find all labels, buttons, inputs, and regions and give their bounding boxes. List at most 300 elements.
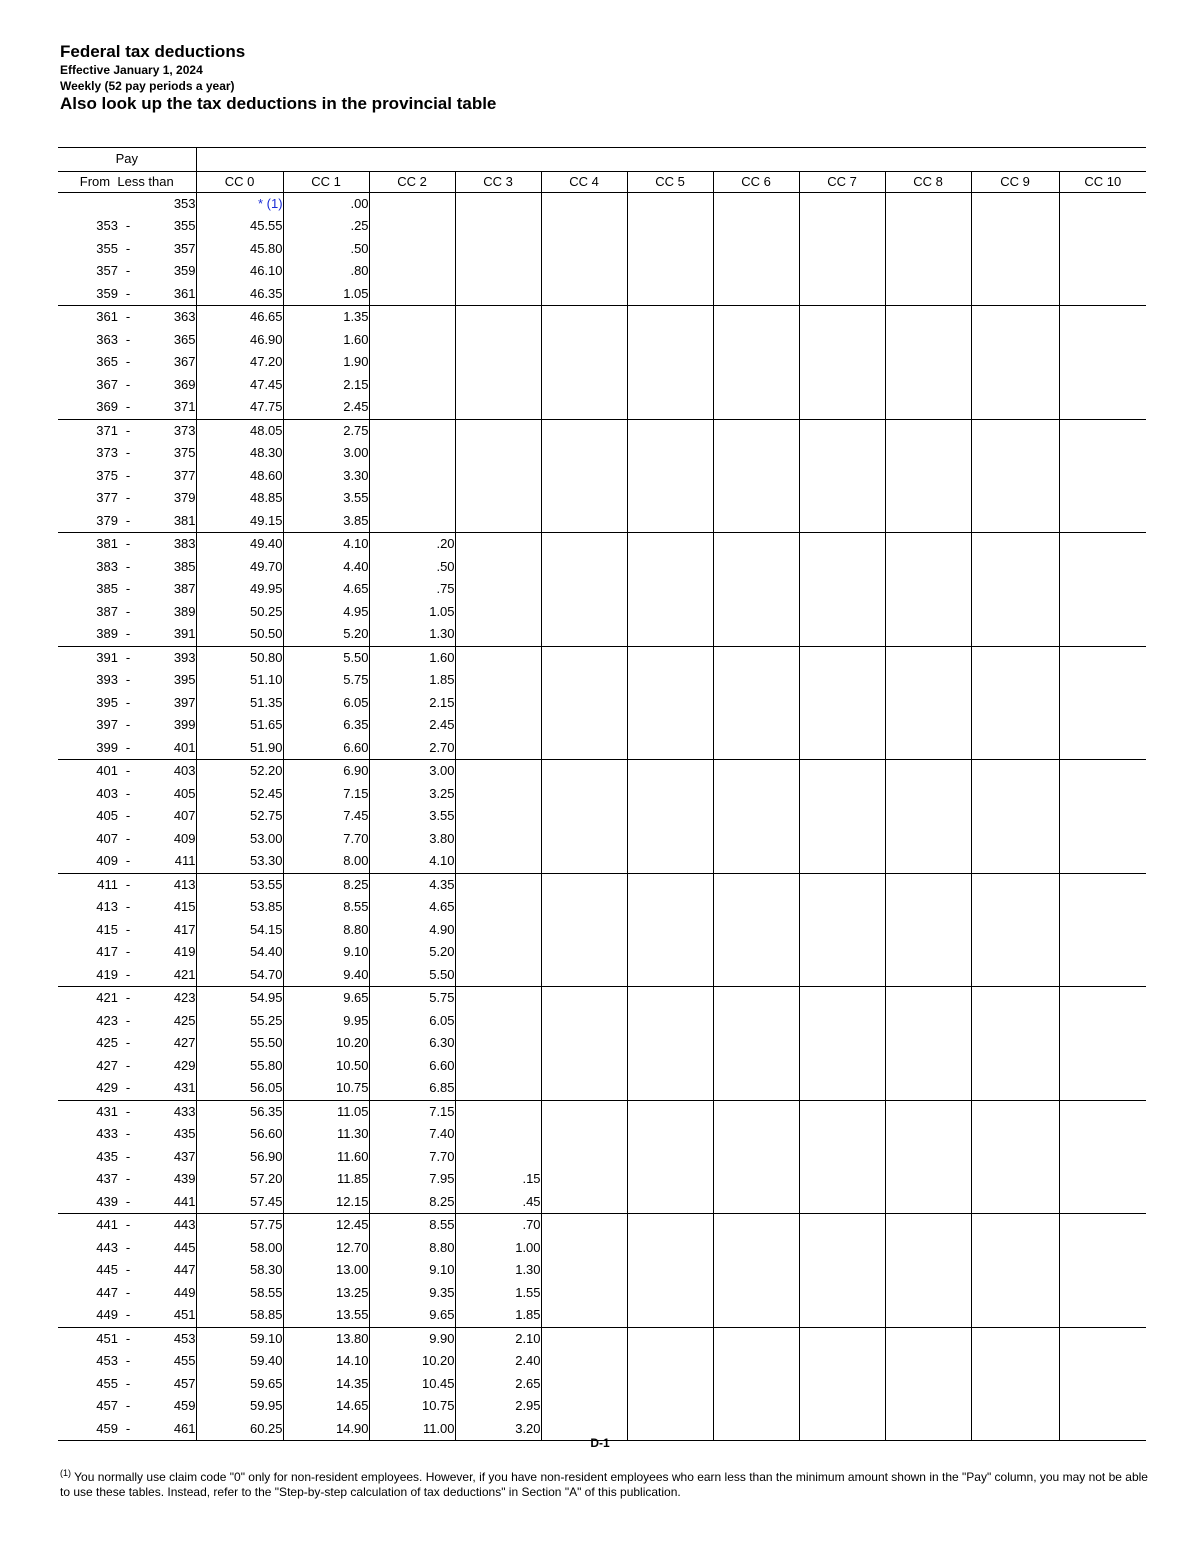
cc-7-value [799, 987, 885, 1010]
cc-7-value [799, 1282, 885, 1305]
cc-5-value [627, 1214, 713, 1237]
cc-2-value: 7.40 [369, 1123, 455, 1146]
pay-range-dash: - [125, 1284, 131, 1300]
pay-from: 447 [96, 1284, 118, 1300]
cc-6-value [713, 1032, 799, 1055]
pay-less-than: 445 [173, 1239, 196, 1255]
footnote-marker: (1) [60, 1468, 71, 1478]
table-row [58, 646, 1146, 669]
cc-5-value [627, 783, 713, 806]
cc-1-value: 1.60 [283, 329, 369, 352]
cc-7-value [799, 873, 885, 896]
cc-6-value [713, 601, 799, 624]
cc-4-value [541, 442, 627, 465]
pay-from: 355 [96, 240, 118, 256]
cc-4-value [541, 623, 627, 646]
cc-4-value [541, 828, 627, 851]
cc-3-value [455, 964, 541, 987]
pay-range-dash: - [118, 623, 138, 646]
cc-6-value [713, 850, 799, 873]
cc-5-value [627, 1055, 713, 1078]
cc-6-value [713, 1168, 799, 1191]
cc-5-value [627, 510, 713, 533]
cc-0-value: 47.75 [196, 396, 283, 419]
pay-from: 371 [96, 422, 118, 438]
cc-8-value [885, 487, 971, 510]
cc-7-value [799, 578, 885, 601]
pay-range-dash: - [125, 944, 131, 960]
cc-1-value: 3.55 [283, 487, 369, 510]
cc-5-value [627, 306, 713, 329]
cc-6-value [713, 1123, 799, 1146]
pay-from: 365 [96, 354, 118, 370]
cc-header: CC 9 [971, 171, 1059, 192]
cc-5-value [627, 919, 713, 942]
pay-less-than: 425 [173, 1012, 196, 1028]
cc-0-value: 52.20 [196, 760, 283, 783]
pay-from: 427 [96, 1057, 118, 1073]
cc-3-value: 1.85 [455, 1304, 541, 1327]
cc-10-value [1059, 1304, 1146, 1327]
cc-9-value [971, 1259, 1059, 1282]
cc-10-value [1059, 329, 1146, 352]
cc-6-value [713, 1304, 799, 1327]
pay-range-dash: - [125, 1262, 131, 1278]
pay-from: 399 [58, 737, 118, 760]
cc-9-value [971, 1168, 1059, 1191]
cc-8-value [885, 1237, 971, 1260]
cc-7-value [799, 510, 885, 533]
pay-from: 375 [96, 467, 118, 483]
cc-10-value [1059, 828, 1146, 851]
cc-3-value [455, 737, 541, 760]
cc-9-value [971, 1350, 1059, 1373]
cc-4-value [541, 1100, 627, 1123]
cc-3-value [455, 760, 541, 783]
cc-7-value [799, 419, 885, 442]
pay-less-than: 457 [173, 1375, 196, 1391]
cc-10-value [1059, 1055, 1146, 1078]
pay-from: 441 [96, 1217, 118, 1233]
cc-6-value [713, 442, 799, 465]
cc-4-value [541, 1191, 627, 1214]
cc-6-value [713, 374, 799, 397]
table-row [58, 1259, 1146, 1282]
cc-10-value [1059, 805, 1146, 828]
table-row [58, 1214, 1146, 1237]
pay-from: 401 [96, 763, 118, 779]
cc-3-value [455, 374, 541, 397]
cc-7-value [799, 964, 885, 987]
pay-from: 369 [58, 396, 118, 419]
cc-2-value: 7.95 [369, 1168, 455, 1191]
cc-3-value [455, 192, 541, 215]
table-row [58, 442, 1146, 465]
pay-from: 439 [58, 1191, 118, 1214]
cc-7-value [799, 1168, 885, 1191]
pay-less-than: 355 [173, 218, 196, 234]
cc-8-value [885, 1077, 971, 1100]
cc-5-value [627, 1077, 713, 1100]
pay-from: 419 [58, 964, 118, 987]
pay-less-than: 439 [173, 1171, 196, 1187]
pay-less-than: 453 [173, 1330, 196, 1346]
pay-range-dash: - [125, 331, 131, 347]
cc-9-value [971, 1373, 1059, 1396]
cc-9-value [971, 805, 1059, 828]
cc-10-value [1059, 1395, 1146, 1418]
cc-2-value [369, 215, 455, 238]
cc-6-value [713, 533, 799, 556]
cc-0-value: 50.50 [196, 623, 283, 646]
cc-3-value [455, 1010, 541, 1033]
cc-5-value [627, 1259, 713, 1282]
cc-0-value: 56.90 [196, 1146, 283, 1169]
cc-10-value [1059, 1282, 1146, 1305]
cc-10-value [1059, 896, 1146, 919]
cc-8-value [885, 783, 971, 806]
cc-10-value [1059, 260, 1146, 283]
pay-less-than: 381 [138, 510, 196, 533]
cc-2-value [369, 260, 455, 283]
cc-5-value [627, 964, 713, 987]
table-row [58, 919, 1146, 942]
pay-range-dash: - [125, 603, 131, 619]
cc-1-value: 8.80 [283, 919, 369, 942]
cc-10-value [1059, 1350, 1146, 1373]
cc-3-value [455, 669, 541, 692]
cc-10-value [1059, 306, 1146, 329]
cc-0-value: 53.30 [196, 850, 283, 873]
cc-5-value [627, 760, 713, 783]
cc-3-value [455, 465, 541, 488]
cc-2-value: 4.90 [369, 919, 455, 942]
cc-10-value [1059, 873, 1146, 896]
cc-10-value [1059, 714, 1146, 737]
cc-1-value: .25 [283, 215, 369, 238]
cc-9-value [971, 260, 1059, 283]
cc-9-value [971, 238, 1059, 261]
cc-0-value: 56.35 [196, 1100, 283, 1123]
cc-0-value: 49.95 [196, 578, 283, 601]
cc-3-value [455, 941, 541, 964]
cc-0-value: * (1) [196, 192, 283, 215]
table-row [58, 805, 1146, 828]
cc-1-value: 7.45 [283, 805, 369, 828]
cc-2-value [369, 192, 455, 215]
cc-10-value [1059, 351, 1146, 374]
pay-from: 363 [96, 331, 118, 347]
cc-3-value [455, 283, 541, 306]
cc-5-value [627, 329, 713, 352]
cc-10-value [1059, 238, 1146, 261]
cc-1-value: 2.45 [283, 396, 369, 419]
cc-5-value [627, 623, 713, 646]
cc-1-value: 7.70 [283, 828, 369, 851]
cc-0-value: 45.55 [196, 215, 283, 238]
table-row [58, 260, 1146, 283]
cc-1-value: 2.75 [283, 419, 369, 442]
cc-9-value [971, 896, 1059, 919]
pay-less-than: 389 [173, 603, 196, 619]
cc-2-value: 3.00 [369, 760, 455, 783]
cc-9-value [971, 1010, 1059, 1033]
cc-7-value [799, 623, 885, 646]
cc-0-value: 57.45 [196, 1191, 283, 1214]
cc-4-value [541, 556, 627, 579]
table-row [58, 1327, 1146, 1350]
cc-1-value: 10.75 [283, 1077, 369, 1100]
cc-9-value [971, 1327, 1059, 1350]
cc-2-value [369, 419, 455, 442]
pay-less-than: 417 [173, 921, 196, 937]
cc-3-value [455, 623, 541, 646]
cc-5-value [627, 1395, 713, 1418]
pay-less-than: 409 [173, 830, 196, 846]
cc-9-value [971, 465, 1059, 488]
pay-less-than: 387 [173, 581, 196, 597]
cc-6-value [713, 238, 799, 261]
cc-4-value [541, 192, 627, 215]
pay-range-dash: - [125, 1353, 131, 1369]
less-than-label: Less than [117, 173, 174, 189]
cc-8-value [885, 419, 971, 442]
cc-7-value [799, 329, 885, 352]
table-row [58, 487, 1146, 510]
cc-10-value [1059, 964, 1146, 987]
cc-9-value [971, 1282, 1059, 1305]
cc-4-value [541, 850, 627, 873]
cc-9-value [971, 919, 1059, 942]
cc-2-value [369, 283, 455, 306]
cc-1-value: 5.20 [283, 623, 369, 646]
cc-8-value [885, 1214, 971, 1237]
pay-less-than: 367 [173, 354, 196, 370]
cc-5-value [627, 714, 713, 737]
cc-2-value: 1.60 [369, 646, 455, 669]
cc-7-value [799, 192, 885, 215]
cc-4-value [541, 260, 627, 283]
cc-5-value [627, 805, 713, 828]
cc-7-value [799, 1010, 885, 1033]
table-row [58, 465, 1146, 488]
cc-8-value [885, 669, 971, 692]
cc-5-value [627, 601, 713, 624]
cc-4-value [541, 329, 627, 352]
cc-8-value [885, 714, 971, 737]
pay-from: 415 [96, 921, 118, 937]
cc-10-value [1059, 374, 1146, 397]
cc-0-value: 55.50 [196, 1032, 283, 1055]
column-header-row [58, 171, 1146, 192]
cc-7-value [799, 374, 885, 397]
cc-1-value: 3.00 [283, 442, 369, 465]
pay-from: 409 [58, 850, 118, 873]
cc-8-value [885, 1304, 971, 1327]
cc-5-value [627, 419, 713, 442]
cc-6-value [713, 1259, 799, 1282]
cc-10-value [1059, 1373, 1146, 1396]
cc-3-value: 2.40 [455, 1350, 541, 1373]
cc-10-value [1059, 283, 1146, 306]
cc-0-value: 54.15 [196, 919, 283, 942]
cc-10-value [1059, 1077, 1146, 1100]
cc-8-value [885, 1168, 971, 1191]
cc-10-value [1059, 1146, 1146, 1169]
tax-deduction-table [58, 147, 1146, 1441]
pay-range-dash: - [118, 510, 138, 533]
pay-less-than: 359 [173, 263, 196, 279]
cc-2-value: .75 [369, 578, 455, 601]
pay-range-dash: - [125, 899, 131, 915]
cc-5-value [627, 1304, 713, 1327]
cc-8-value [885, 329, 971, 352]
cc-6-value [713, 783, 799, 806]
cc-9-value [971, 714, 1059, 737]
cc-9-value [971, 760, 1059, 783]
table-row [58, 1146, 1146, 1169]
cc-8-value [885, 374, 971, 397]
cc-8-value [885, 1146, 971, 1169]
pay-range-dash: - [125, 672, 131, 688]
cc-1-value: 8.55 [283, 896, 369, 919]
cc-0-value: 49.40 [196, 533, 283, 556]
cc-2-value: 6.85 [369, 1077, 455, 1100]
cc-9-value [971, 1237, 1059, 1260]
cc-3-value [455, 1032, 541, 1055]
cc-1-value: 3.85 [283, 510, 369, 533]
pay-less-than: 353 [173, 195, 196, 211]
cc-2-value: 9.65 [369, 1304, 455, 1327]
cc-4-value [541, 601, 627, 624]
pay-less-than: 411 [138, 850, 196, 873]
pay-from: 361 [96, 309, 118, 325]
cc-9-value [971, 1395, 1059, 1418]
cc-1-value: 11.85 [283, 1168, 369, 1191]
cc-0-value: 58.30 [196, 1259, 283, 1282]
cc-0-value: 59.10 [196, 1327, 283, 1350]
cc-8-value [885, 760, 971, 783]
pay-less-than: 399 [173, 717, 196, 733]
cc-4-value [541, 873, 627, 896]
cc-0-value: 50.25 [196, 601, 283, 624]
cc-9-value [971, 351, 1059, 374]
table-row [58, 1168, 1146, 1191]
pay-range-dash: - [125, 1398, 131, 1414]
cc-0-value: 46.10 [196, 260, 283, 283]
cc-3-value: 2.10 [455, 1327, 541, 1350]
cc-7-value [799, 601, 885, 624]
pay-less-than: 363 [173, 309, 196, 325]
cc-8-value [885, 578, 971, 601]
cc-9-value [971, 510, 1059, 533]
table-row [58, 737, 1146, 760]
cc-5-value [627, 351, 713, 374]
cc-5-value [627, 556, 713, 579]
cc-header: CC 1 [283, 171, 369, 192]
cc-6-value [713, 873, 799, 896]
cc-1-value: 9.40 [283, 964, 369, 987]
cc-6-value [713, 283, 799, 306]
pay-range-dash: - [125, 1171, 131, 1187]
cc-3-value [455, 646, 541, 669]
cc-0-value: 51.10 [196, 669, 283, 692]
cc-5-value [627, 1123, 713, 1146]
table-row [58, 306, 1146, 329]
pay-less-than: 413 [173, 876, 196, 892]
cc-2-value [369, 374, 455, 397]
cc-3-value [455, 260, 541, 283]
cc-8-value [885, 1327, 971, 1350]
pay-from: 395 [96, 694, 118, 710]
pay-range-dash: - [125, 921, 131, 937]
cc-9-value [971, 329, 1059, 352]
cc-2-value: 4.10 [369, 850, 455, 873]
cc-0-value: 50.80 [196, 646, 283, 669]
cc-0-value: 45.80 [196, 238, 283, 261]
cc-7-value [799, 283, 885, 306]
cc-7-value [799, 737, 885, 760]
cc-1-value: 3.30 [283, 465, 369, 488]
pay-from: 389 [58, 623, 118, 646]
pay-range-dash: - [118, 1077, 138, 1100]
pay-from: 437 [96, 1171, 118, 1187]
cc-7-value [799, 1214, 885, 1237]
cc-3-value [455, 578, 541, 601]
cc-4-value [541, 1077, 627, 1100]
cc-6-value [713, 623, 799, 646]
cc-9-value [971, 374, 1059, 397]
cc-6-value [713, 306, 799, 329]
cc-3-value: 1.55 [455, 1282, 541, 1305]
cc-5-value [627, 1282, 713, 1305]
pay-range-dash: - [125, 1057, 131, 1073]
table-row [58, 329, 1146, 352]
cc-4-value [541, 692, 627, 715]
cc-7-value [799, 669, 885, 692]
cc-5-value [627, 1191, 713, 1214]
cc-2-value: 2.15 [369, 692, 455, 715]
cc-4-value [541, 1373, 627, 1396]
cc-10-value [1059, 1123, 1146, 1146]
cc-1-value: 11.05 [283, 1100, 369, 1123]
pay-from: 405 [96, 808, 118, 824]
cc-0-value: 60.25 [196, 1418, 283, 1441]
cc-4-value [541, 1327, 627, 1350]
cc-6-value [713, 692, 799, 715]
cc-1-value: 13.80 [283, 1327, 369, 1350]
cc-10-value [1059, 533, 1146, 556]
cc-2-value [369, 306, 455, 329]
cc-7-value [799, 828, 885, 851]
cc-3-value [455, 1123, 541, 1146]
cc-3-value [455, 1100, 541, 1123]
cc-3-value [455, 692, 541, 715]
pay-range-dash: - [125, 490, 131, 506]
cc-4-value [541, 396, 627, 419]
cc-7-value [799, 1123, 885, 1146]
cc-1-value: 12.70 [283, 1237, 369, 1260]
table-row [58, 873, 1146, 896]
table-row [58, 1191, 1146, 1214]
cc-2-value: 1.05 [369, 601, 455, 624]
cc-2-value: 3.80 [369, 828, 455, 851]
cc-header: CC 3 [455, 171, 541, 192]
pay-from: 353 [96, 218, 118, 234]
pay-less-than: 459 [173, 1398, 196, 1414]
cc-8-value [885, 692, 971, 715]
cc-8-value [885, 533, 971, 556]
